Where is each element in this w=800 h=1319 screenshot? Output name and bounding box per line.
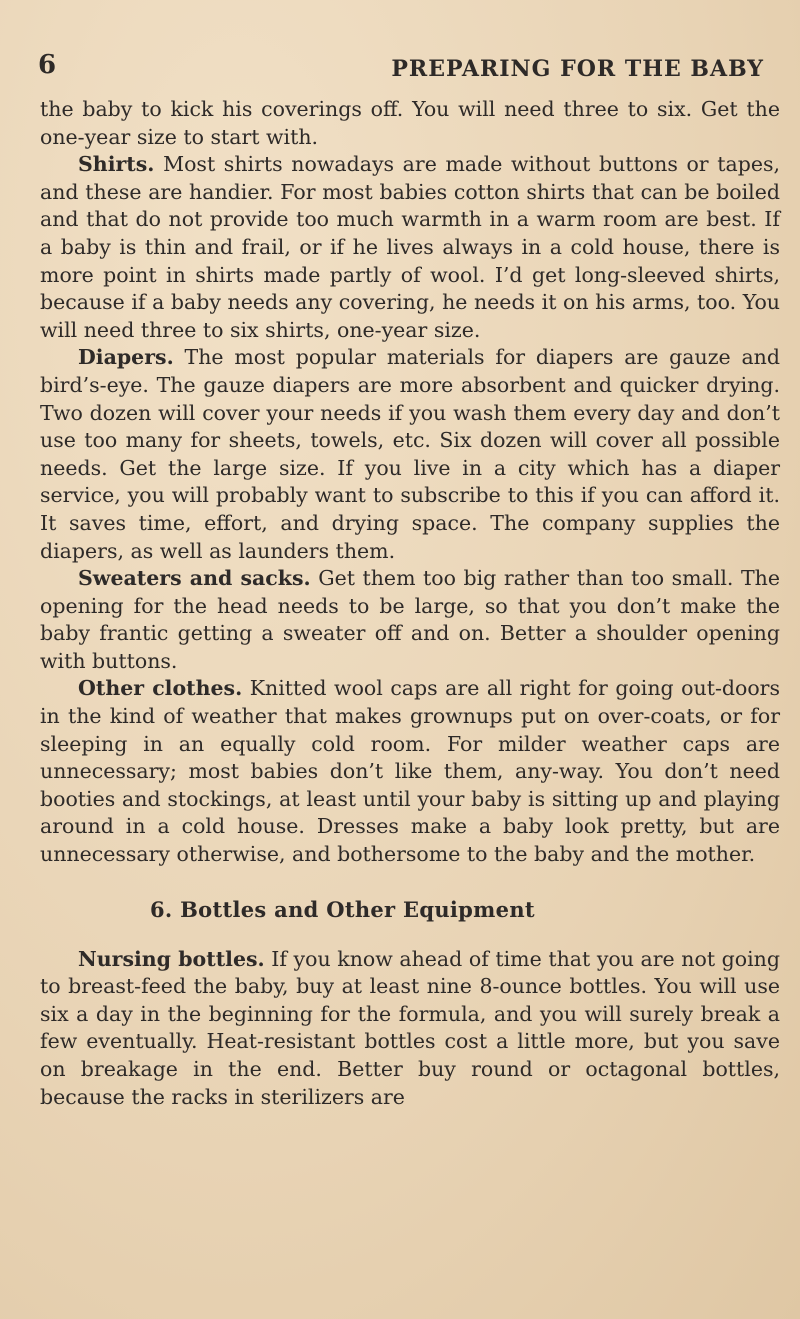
paragraph-sweaters [40, 565, 780, 675]
paragraph-nursing-bottles [40, 946, 780, 1112]
term-other-clothes: Other clothes. [78, 676, 243, 701]
text-sweaters: Get them too big rather than too small. The opening for the head needs to be large, so that you don’t make the baby frantic getting a sweater off and on. Better a shoulder opening with buttons. [40, 566, 780, 673]
paragraph-shirts [40, 151, 780, 344]
text-nursing-bottles: If you know ahead of time that you are not going to breast-feed the baby, buy at least nine 8-ounce bottles. You will use six a day in the beginning for the formula, and you will surely break a few eventually. Heat-resistant bottles cost a little more, but you save on breakage in the end. Better buy round or octagonal bottles, because the racks in sterilizers are [40, 946, 781, 1109]
term-nursing-bottles: Nursing bottles. [78, 946, 265, 971]
term-diapers: Diapers. [78, 345, 174, 370]
term-shirts: Shirts. [78, 152, 155, 177]
section-heading: 6. Bottles and Other Equipment [150, 896, 535, 922]
text-other-clothes: Knitted wool caps are all right for going out-doors in the kind of weather that makes grownups put on over-coats, or for sleeping in an equally cold room. For milder weather caps are unnecessary; most babies don’t like them, any-way. You don’t need booties and stockings, at least until your baby is sitting up and playing around in a cold house. Dresses make a baby look pretty, but are unnecessary otherwise, and bothersome to the baby and the mother. [40, 676, 780, 867]
body-text [40, 96, 780, 1111]
term-sweaters: Sweaters and sacks. [78, 566, 311, 591]
text-diapers: The most popular materials for diapers are gauze and bird’s-eye. The gauze diapers are more absorbent and quicker drying. Two dozen will cover your needs if you wash them every day and don’t use too many for sheets, towels, etc. Six dozen will cover all possible needs. Get the large size. If you live in a city which has a diaper service, you will probably want to subscribe to this if you can afford it. It saves time, effort, and drying space. The company supplies the diapers, as well as launders them. [40, 345, 780, 563]
page-header [32, 50, 778, 90]
paragraph-diapers [40, 344, 780, 565]
paragraph-other-clothes [40, 675, 780, 868]
text-shirts: Most shirts nowadays are made without buttons or tapes, and these are handier. For most babies cotton shirts that can be boiled and that do not provide too much warmth in a warm room are best. If a baby is thin and frail, or if he lives always in a cold house, there is more point in shirts made partly of wool. I’d get long-sleeved shirts, because if a baby needs any covering, he needs it on his arms, too. You will need three to six shirts, one-year size. [40, 152, 780, 342]
page-number: 6 [38, 50, 57, 80]
paragraph-continued: the baby to kick his coverings off. You will need three to six. Get the one-year size to start with. [40, 97, 780, 149]
running-head: PREPARING FOR THE BABY [391, 56, 764, 82]
